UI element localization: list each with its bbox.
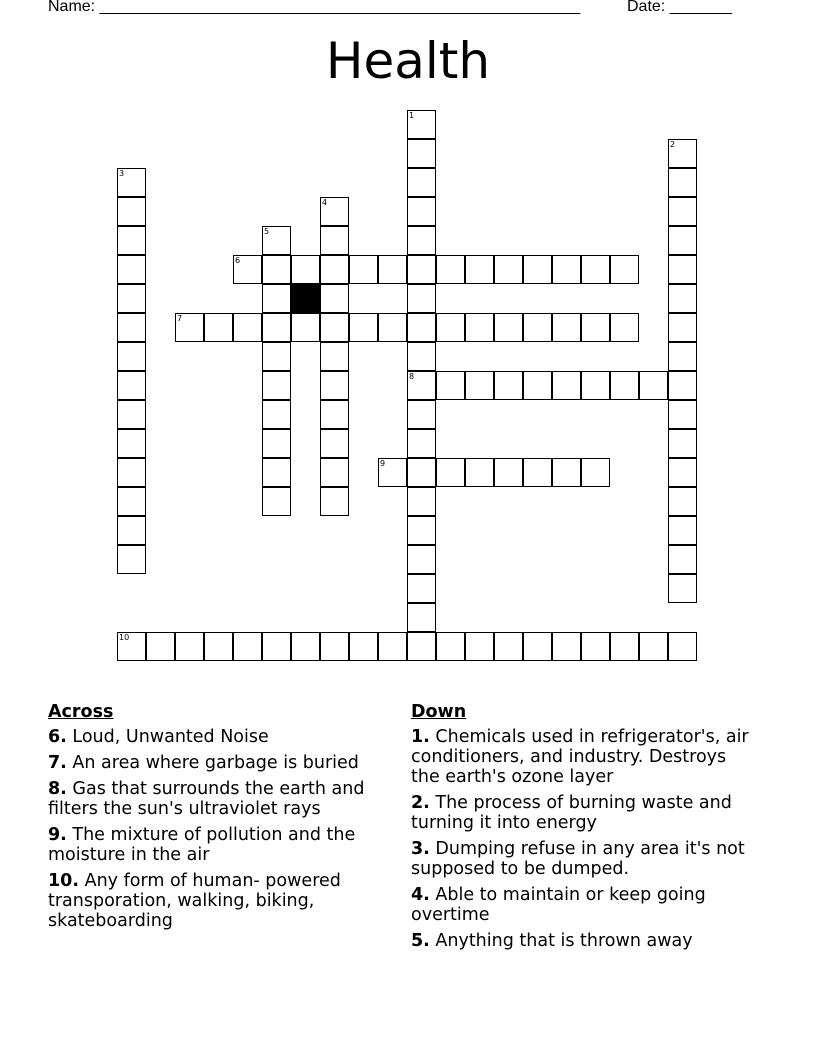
grid-cell[interactable] — [117, 197, 146, 226]
grid-cell[interactable] — [552, 458, 581, 487]
down-clue — [411, 885, 751, 925]
grid-cell[interactable] — [668, 487, 697, 516]
grid-cell[interactable] — [407, 487, 436, 516]
grid-cell[interactable] — [320, 487, 349, 516]
grid-cell[interactable] — [233, 313, 262, 342]
grid-cell[interactable] — [262, 371, 291, 400]
grid-cell[interactable] — [552, 255, 581, 284]
grid-cell[interactable] — [320, 400, 349, 429]
grid-cell[interactable] — [117, 632, 146, 661]
page-title: Health — [325, 32, 491, 90]
down-clue — [411, 839, 751, 879]
grid-cell[interactable] — [668, 139, 697, 168]
grid-cell[interactable] — [407, 400, 436, 429]
grid-cell[interactable] — [117, 226, 146, 255]
grid-cell[interactable] — [668, 574, 697, 603]
clue-number: 1. — [411, 727, 430, 747]
clue-number: 6. — [48, 727, 67, 747]
grid-cell[interactable] — [233, 632, 262, 661]
across-clue — [48, 753, 388, 773]
grid-cell[interactable] — [552, 371, 581, 400]
grid-cell[interactable] — [407, 226, 436, 255]
grid-cell[interactable] — [117, 371, 146, 400]
grid-cell[interactable] — [407, 197, 436, 226]
grid-cell[interactable] — [320, 313, 349, 342]
grid-cell[interactable] — [378, 458, 407, 487]
grid-cell[interactable] — [436, 255, 465, 284]
grid-cell[interactable] — [494, 313, 523, 342]
grid-cell[interactable] — [117, 516, 146, 545]
grid-cell[interactable] — [465, 313, 494, 342]
grid-cell[interactable] — [146, 632, 175, 661]
grid-cell[interactable] — [117, 284, 146, 313]
grid-cell[interactable] — [610, 632, 639, 661]
grid-cell[interactable] — [262, 313, 291, 342]
grid-cell[interactable] — [407, 574, 436, 603]
grid-cell[interactable] — [523, 255, 552, 284]
grid-cell[interactable] — [117, 255, 146, 284]
grid-cell[interactable] — [523, 313, 552, 342]
grid-number: 2 — [670, 140, 676, 149]
grid-cell[interactable] — [407, 255, 436, 284]
grid-cell[interactable] — [117, 487, 146, 516]
clue-number: 3. — [411, 839, 430, 859]
grid-cell[interactable] — [262, 632, 291, 661]
across-clue — [48, 871, 388, 931]
clue-text: Chemicals used in refrigerator's, air conditioners, and industry. Destroys the earth's ozone layer — [411, 727, 749, 787]
grid-cell[interactable] — [233, 255, 262, 284]
down-clues — [411, 702, 751, 957]
grid-cell[interactable] — [262, 400, 291, 429]
grid-cell[interactable] — [668, 429, 697, 458]
grid-cell[interactable] — [668, 545, 697, 574]
grid-cell[interactable] — [175, 632, 204, 661]
grid-cell[interactable] — [204, 313, 233, 342]
grid-number: 1 — [409, 111, 415, 120]
grid-number: 4 — [322, 198, 328, 207]
grid-cell[interactable] — [262, 255, 291, 284]
grid-cell[interactable] — [262, 429, 291, 458]
grid-cell[interactable] — [668, 516, 697, 545]
clue-text: Gas that surrounds the earth and filters the sun's ultraviolet rays — [48, 779, 365, 819]
clue-number: 5. — [411, 931, 430, 951]
clue-number: 2. — [411, 793, 430, 813]
grid-cell[interactable] — [610, 371, 639, 400]
grid-number: 3 — [119, 169, 125, 178]
grid-cell[interactable] — [436, 313, 465, 342]
grid-cell[interactable] — [552, 313, 581, 342]
grid-cell[interactable] — [407, 429, 436, 458]
clue-text: Any form of human- powered transporation, walking, biking, skateboarding — [48, 871, 341, 931]
grid-cell[interactable] — [378, 255, 407, 284]
grid-cell[interactable] — [407, 371, 436, 400]
grid-cell[interactable] — [407, 168, 436, 197]
grid-cell[interactable] — [291, 632, 320, 661]
grid-cell[interactable] — [581, 255, 610, 284]
grid-cell[interactable] — [581, 632, 610, 661]
grid-cell[interactable] — [668, 284, 697, 313]
name-field-label: Name: ______________________________________________________ — [48, 0, 581, 15]
down-clue — [411, 727, 751, 787]
grid-cell[interactable] — [407, 516, 436, 545]
across-clue — [48, 779, 388, 819]
grid-cell[interactable] — [117, 400, 146, 429]
grid-number: 6 — [235, 256, 241, 265]
grid-cell[interactable] — [494, 371, 523, 400]
grid-cell[interactable] — [349, 313, 378, 342]
grid-cell[interactable] — [407, 458, 436, 487]
grid-number: 7 — [177, 314, 183, 323]
grid-cell[interactable] — [204, 632, 233, 661]
clue-text: The process of burning waste and turning it into energy — [411, 793, 732, 833]
grid-cell[interactable] — [407, 284, 436, 313]
grid-cell[interactable] — [117, 342, 146, 371]
grid-cell[interactable] — [291, 255, 320, 284]
grid-cell[interactable] — [610, 313, 639, 342]
grid-cell[interactable] — [494, 255, 523, 284]
grid-cell[interactable] — [668, 313, 697, 342]
grid-cell[interactable] — [262, 487, 291, 516]
grid-cell[interactable] — [668, 400, 697, 429]
clue-number: 7. — [48, 753, 67, 773]
clue-text: Able to maintain or keep going overtime — [411, 885, 706, 925]
across-heading: Across — [48, 702, 114, 722]
grid-cell[interactable] — [291, 313, 320, 342]
grid-cell[interactable] — [581, 313, 610, 342]
grid-cell[interactable] — [262, 226, 291, 255]
grid-cell[interactable] — [668, 458, 697, 487]
grid-cell[interactable] — [407, 110, 436, 139]
grid-cell[interactable] — [320, 284, 349, 313]
grid-cell[interactable] — [465, 458, 494, 487]
grid-cell[interactable] — [494, 458, 523, 487]
grid-block-cell — [291, 284, 320, 313]
grid-cell[interactable] — [407, 342, 436, 371]
grid-cell[interactable] — [320, 371, 349, 400]
clue-text: Dumping refuse in any area it's not supposed to be dumped. — [411, 839, 745, 879]
clue-number: 4. — [411, 885, 430, 905]
grid-cell[interactable] — [436, 458, 465, 487]
clue-text: Loud, Unwanted Noise — [72, 727, 269, 747]
across-clue — [48, 727, 388, 747]
grid-cell[interactable] — [523, 632, 552, 661]
grid-cell[interactable] — [407, 603, 436, 632]
grid-cell[interactable] — [668, 255, 697, 284]
grid-cell[interactable] — [610, 255, 639, 284]
clue-number: 8. — [48, 779, 67, 799]
grid-number: 9 — [380, 459, 386, 468]
grid-cell[interactable] — [436, 632, 465, 661]
grid-cell[interactable] — [262, 342, 291, 371]
grid-cell[interactable] — [117, 168, 146, 197]
grid-cell[interactable] — [581, 371, 610, 400]
grid-cell[interactable] — [668, 226, 697, 255]
down-heading: Down — [411, 702, 467, 722]
clue-number: 9. — [48, 825, 67, 845]
date-field-label: Date: _______ — [627, 0, 732, 15]
across-clue — [48, 825, 388, 865]
grid-cell[interactable] — [320, 197, 349, 226]
grid-cell[interactable] — [668, 197, 697, 226]
grid-cell[interactable] — [639, 632, 668, 661]
grid-cell[interactable] — [668, 632, 697, 661]
grid-cell[interactable] — [320, 226, 349, 255]
grid-cell[interactable] — [117, 545, 146, 574]
grid-cell[interactable] — [378, 313, 407, 342]
clue-text: The mixture of pollution and the moisture in the air — [48, 825, 356, 865]
grid-cell[interactable] — [407, 139, 436, 168]
grid-cell[interactable] — [407, 313, 436, 342]
grid-cell[interactable] — [523, 458, 552, 487]
grid-cell[interactable] — [523, 371, 552, 400]
grid-cell[interactable] — [581, 458, 610, 487]
grid-cell[interactable] — [117, 458, 146, 487]
grid-cell[interactable] — [349, 255, 378, 284]
grid-cell[interactable] — [320, 458, 349, 487]
grid-cell[interactable] — [320, 255, 349, 284]
grid-cell[interactable] — [465, 371, 494, 400]
grid-cell[interactable] — [407, 632, 436, 661]
grid-cell[interactable] — [262, 458, 291, 487]
grid-cell[interactable] — [378, 632, 407, 661]
grid-cell[interactable] — [320, 632, 349, 661]
grid-cell[interactable] — [262, 284, 291, 313]
grid-cell[interactable] — [320, 429, 349, 458]
down-clue — [411, 931, 751, 951]
grid-cell[interactable] — [552, 632, 581, 661]
grid-cell[interactable] — [465, 632, 494, 661]
clue-text: Anything that is thrown away — [435, 931, 693, 951]
grid-cell[interactable] — [465, 255, 494, 284]
across-clues — [48, 702, 388, 937]
grid-number: 5 — [264, 227, 270, 236]
grid-cell[interactable] — [349, 632, 378, 661]
grid-cell[interactable] — [117, 429, 146, 458]
clue-text: An area where garbage is buried — [72, 753, 359, 773]
clue-number: 10. — [48, 871, 80, 891]
grid-cell[interactable] — [407, 545, 436, 574]
grid-number: 10 — [119, 633, 130, 642]
grid-cell[interactable] — [668, 371, 697, 400]
grid-cell[interactable] — [668, 168, 697, 197]
down-clue — [411, 793, 751, 833]
grid-cell[interactable] — [175, 313, 204, 342]
grid-number: 8 — [409, 372, 415, 381]
grid-cell[interactable] — [639, 371, 668, 400]
grid-cell[interactable] — [436, 371, 465, 400]
grid-cell[interactable] — [494, 632, 523, 661]
grid-cell[interactable] — [668, 342, 697, 371]
grid-cell[interactable] — [117, 313, 146, 342]
grid-cell[interactable] — [320, 342, 349, 371]
